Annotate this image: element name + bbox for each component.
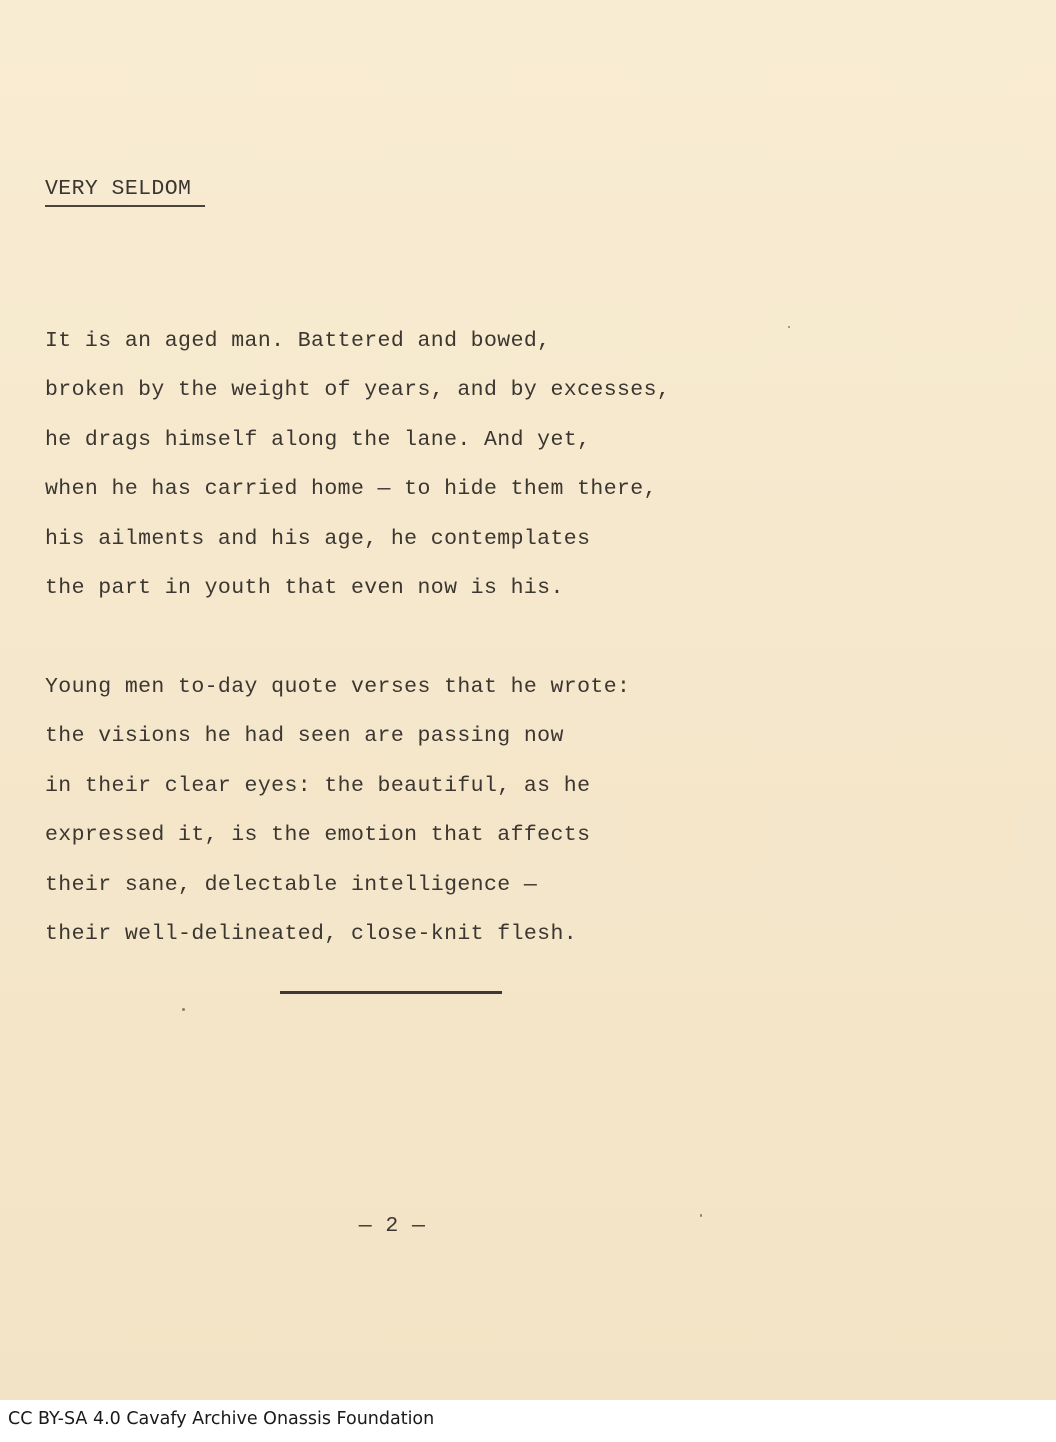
paper-speck xyxy=(788,326,790,328)
stanza-1 xyxy=(45,328,670,624)
poem-line: the part in youth that even now is his. xyxy=(45,575,564,600)
stanza-2 xyxy=(45,674,630,970)
poem-line: when he has carried home — to hide them there, xyxy=(45,477,657,502)
poem-line: expressed it, is the emotion that affects xyxy=(45,823,591,848)
poem-line: their sane, delectable intelligence — xyxy=(45,872,538,897)
end-of-poem-rule xyxy=(280,991,502,994)
poem-line: their well-delineated, close-knit flesh. xyxy=(45,921,578,946)
poem-line: Young men to-day quote verses that he wrote: xyxy=(45,675,631,699)
poem-title: VERY SELDOM xyxy=(45,177,205,207)
poem-line: in their clear eyes: the beautiful, as he xyxy=(45,773,591,798)
poem-line: broken by the weight of years, and by excesses, xyxy=(45,378,671,403)
poem-line: It is an aged man. Battered and bowed, xyxy=(45,329,551,353)
page-number: — 2 — xyxy=(358,1214,426,1238)
paper-speck xyxy=(182,1008,185,1011)
poem-line: his ailments and his age, he contemplates xyxy=(45,526,591,551)
poem-line: the visions he had seen are passing now xyxy=(45,724,564,749)
paper-speck xyxy=(700,1214,702,1217)
license-credit: CC BY-SA 4.0 Cavafy Archive Onassis Foundation xyxy=(8,1409,435,1429)
credit-bar xyxy=(0,1400,1056,1442)
poem-line: he drags himself along the lane. And yet, xyxy=(45,427,591,452)
